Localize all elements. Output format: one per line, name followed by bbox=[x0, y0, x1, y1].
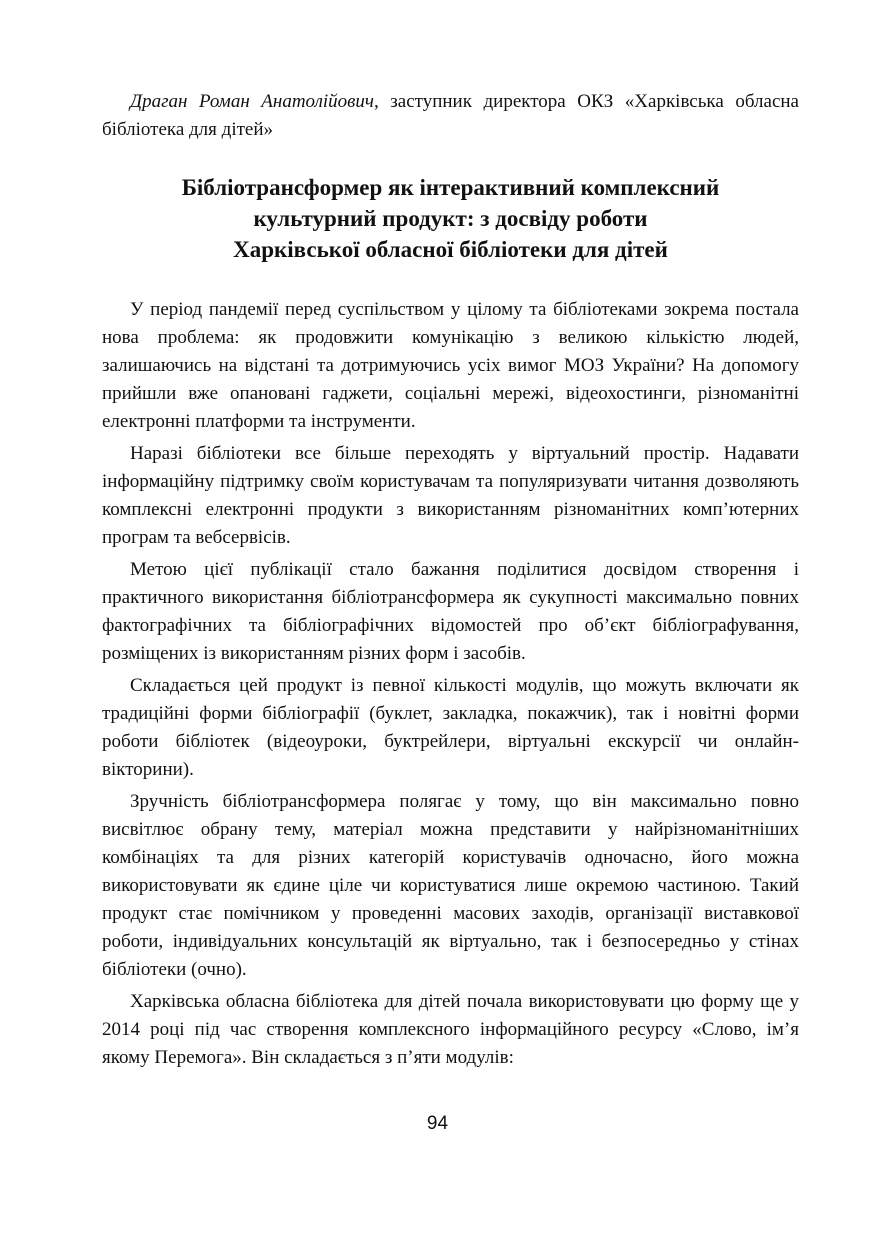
paragraph: У період пандемії перед суспільством у цілому та бібліотеками зокрема постала нова проблема: як продовжити комунікацію з великою кількістю людей, залишаючись на відстані та дотримуючись усіх вимог МОЗ України? На допомогу прийшли вже опановані гаджети, соціальні мережі, відеохостинги, різноманітні електронні платформи та інструменти. bbox=[102, 299, 799, 432]
paragraph: Метою цієї публікації стало бажання поділитися досвідом створення і практичного використання бібліотрансформера як сукупності максимально повних фактографічних та бібліографічних відомостей про об’єкт бібліографування, розміщених із використанням різних форм і засобів. bbox=[102, 559, 799, 664]
paragraph: Зручність бібліотрансформера полягає у тому, що він максимально повно висвітлює обрану тему, матеріал можна представити у найрізноманітніших комбінаціях та для різних категорій користувачів одночасно, його можна використовувати як єдине ціле чи користуватися лише окремою частиною. Такий продукт стає помічником у проведенні масових заходів, організації виставкової роботи, індивідуальних консультацій як віртуально, так і безпосередньо у стінах бібліотеки (очно). bbox=[102, 791, 799, 980]
title-line-3: Харківської обласної бібліотеки для дітей bbox=[233, 237, 668, 262]
author-position: заступник директора ОКЗ «Харківська обласна бібліотека для дітей» bbox=[102, 91, 799, 140]
paragraph: Складається цей продукт із певної кількості модулів, що можуть включати як традиційні форми бібліографії (буклет, закладка, покажчик), так і новітні форми роботи бібліотек (відеоуроки, буктрейлери, віртуальні екскурсії чи онлайн-вікторини). bbox=[102, 675, 799, 780]
paragraph: Наразі бібліотеки все більше переходять у віртуальний простір. Надавати інформаційну підтримку своїм користувачам та популяризувати читання дозволяють комплексні електронні продукти з використанням різноманітних комп’ютерних програм та вебсервісів. bbox=[102, 443, 799, 548]
article-title bbox=[102, 172, 799, 265]
article-body bbox=[102, 296, 799, 1076]
title-line-1: Бібліотрансформер як інтерактивний комплексний bbox=[181, 175, 720, 200]
page-number: 94 bbox=[426, 1113, 449, 1134]
title-line-2: культурний продукт: з досвіду роботи bbox=[253, 206, 648, 231]
author-name: Драган Роман Анатолійович, bbox=[130, 91, 379, 112]
author-line bbox=[102, 88, 799, 144]
paragraph: Харківська обласна бібліотека для дітей почала використовувати цю форму ще у 2014 році під час створення комплексного інформаційного ресурсу «Слово, ім’я якому Перемога». Він складається з п’яти модулів: bbox=[102, 991, 799, 1068]
